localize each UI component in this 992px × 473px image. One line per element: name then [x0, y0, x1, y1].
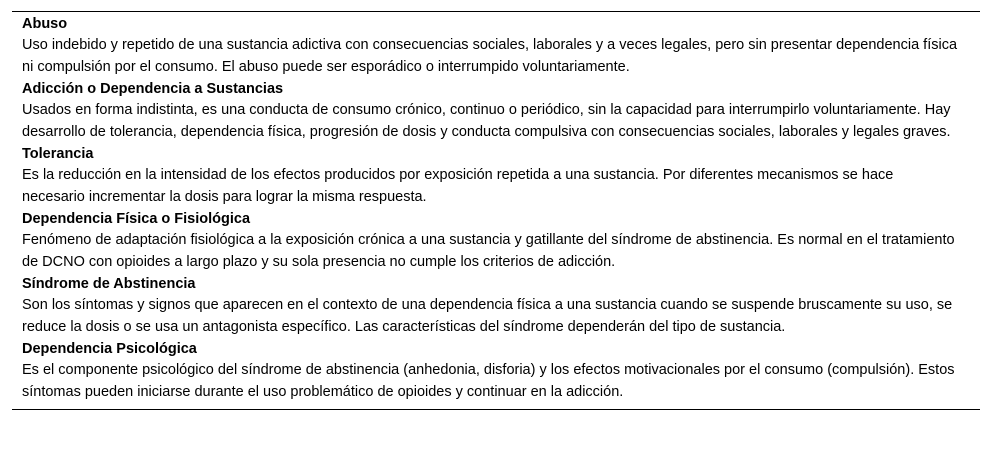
term-definition: Usados en forma indistinta, es una conducta de consumo crónico, continuo o periódico, sin la capacidad para interrumpirlo voluntariamente. Hay desarrollo de tolerancia, dependencia física, progresión de dosis y conducta compulsiva con consecuencias sociales, laborales y legales graves.	[22, 102, 951, 140]
term-heading: Dependencia Física o Fisiológica	[22, 211, 251, 227]
term-heading: Tolerancia	[22, 146, 94, 162]
glossary-entry-adiccion	[22, 79, 980, 143]
glossary-entry-dependencia-psicologica	[22, 339, 980, 403]
glossary-entry-sindrome-abstinencia	[22, 274, 980, 338]
glossary-table	[12, 11, 980, 410]
term-heading: Dependencia Psicológica	[22, 341, 197, 357]
term-definition: Son los síntomas y signos que aparecen en el contexto de una dependencia física a una sustancia cuando se suspende bruscamente su uso, se reduce la dosis o se usa un antagonista específico. Las características del síndrome dependerán del tipo de sustancia.	[22, 297, 953, 335]
term-definition: Es la reducción en la intensidad de los efectos producidos por exposición repetida a una sustancia. Por diferentes mecanismos se hace necesario incrementar la dosis para lograr la misma respuesta.	[22, 167, 894, 205]
term-definition: Uso indebido y repetido de una sustancia adictiva con consecuencias sociales, laborales y a veces legales, pero sin presentar dependencia física ni compulsión por el consumo. El abuso puede ser esporádico o interrumpido voluntariamente.	[22, 37, 958, 75]
glossary-entry-tolerancia	[22, 144, 980, 208]
glossary-entry-dependencia-fisica	[22, 209, 980, 273]
term-definition: Es el componente psicológico del síndrome de abstinencia (anhedonia, disforia) y los efectos motivacionales por el consumo (compulsión). Estos síntomas pueden iniciarse durante el uso problemático de opioides y continuar en la adicción.	[22, 362, 955, 400]
term-heading: Adicción o Dependencia a Sustancias	[22, 81, 284, 97]
term-heading: Abuso	[22, 16, 68, 32]
glossary-entry-abuso	[22, 14, 980, 78]
term-definition: Fenómeno de adaptación fisiológica a la exposición crónica a una sustancia y gatillante del síndrome de abstinencia. Es normal en el tratamiento de DCNO con opioides a largo plazo y su sola presencia no cumple los criterios de adicción.	[22, 232, 955, 270]
term-heading: Síndrome de Abstinencia	[22, 276, 196, 292]
